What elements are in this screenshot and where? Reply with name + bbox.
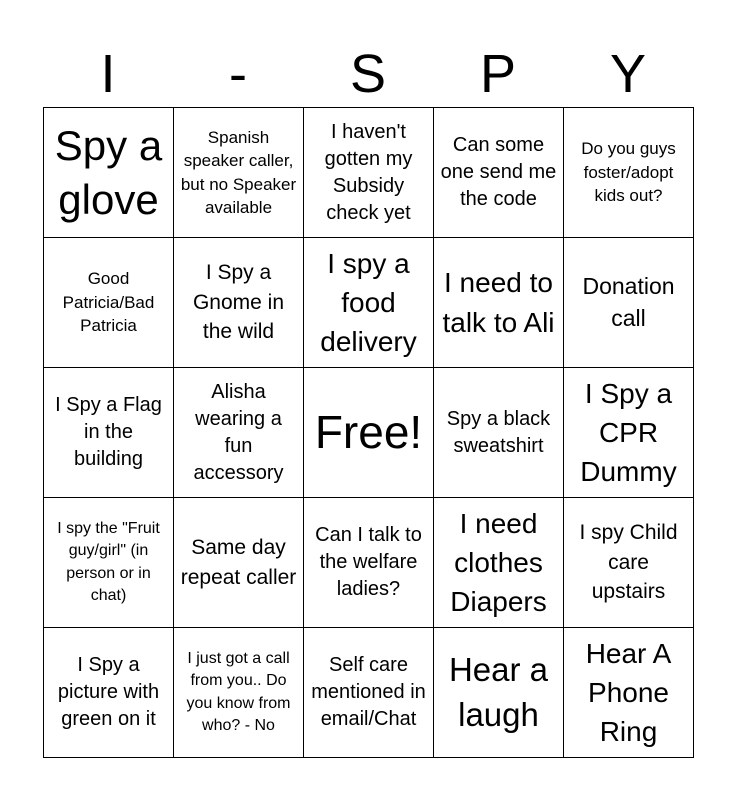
bingo-cell: I spy the "Fruit guy/girl" (in person or in chat) — [44, 498, 174, 628]
bingo-cell: Alisha wearing a fun accessory — [174, 368, 304, 498]
bingo-cell: Can some one send me the code — [434, 108, 564, 238]
title-letter-4: P — [479, 44, 517, 104]
bingo-cell: Same day repeat caller — [174, 498, 304, 628]
bingo-cell: Hear a laugh — [434, 628, 564, 758]
bingo-cell: Spy a glove — [44, 108, 174, 238]
title-letter-5: Y — [609, 44, 647, 104]
bingo-cell: Donation call — [564, 238, 694, 368]
bingo-board — [43, 107, 694, 758]
bingo-cell: Self care mentioned in email/Chat — [304, 628, 434, 758]
bingo-cell: I need clothes Diapers — [434, 498, 564, 628]
bingo-cell: I Spy a CPR Dummy — [564, 368, 694, 498]
bingo-cell: Do you guys foster/adopt kids out? — [564, 108, 694, 238]
bingo-cell: Good Patricia/Bad Patricia — [44, 238, 174, 368]
bingo-cell: Hear A Phone Ring — [564, 628, 694, 758]
bingo-title — [43, 42, 693, 106]
bingo-cell: I spy a food delivery — [304, 238, 434, 368]
board-row — [44, 238, 694, 368]
bingo-cell: I Spy a Gnome in the wild — [174, 238, 304, 368]
bingo-cell: I haven't gotten my Subsidy check yet — [304, 108, 434, 238]
board-row — [44, 628, 694, 758]
bingo-cell: Spanish speaker caller, but no Speaker available — [174, 108, 304, 238]
board-row — [44, 108, 694, 238]
board-row — [44, 368, 694, 498]
title-letter-1: I — [100, 44, 116, 104]
bingo-cell: I need to talk to Ali — [434, 238, 564, 368]
bingo-cell: I just got a call from you.. Do you know from who? - No — [174, 628, 304, 758]
free-cell: Free! — [304, 368, 434, 498]
title-letter-2: - — [229, 44, 247, 104]
bingo-cell: Can I talk to the welfare ladies? — [304, 498, 434, 628]
board-row — [44, 498, 694, 628]
bingo-cell: I Spy a picture with green on it — [44, 628, 174, 758]
title-letter-3: S — [349, 44, 387, 104]
bingo-cell: I Spy a Flag in the building — [44, 368, 174, 498]
bingo-cell: Spy a black sweatshirt — [434, 368, 564, 498]
bingo-cell: I spy Child care upstairs — [564, 498, 694, 628]
